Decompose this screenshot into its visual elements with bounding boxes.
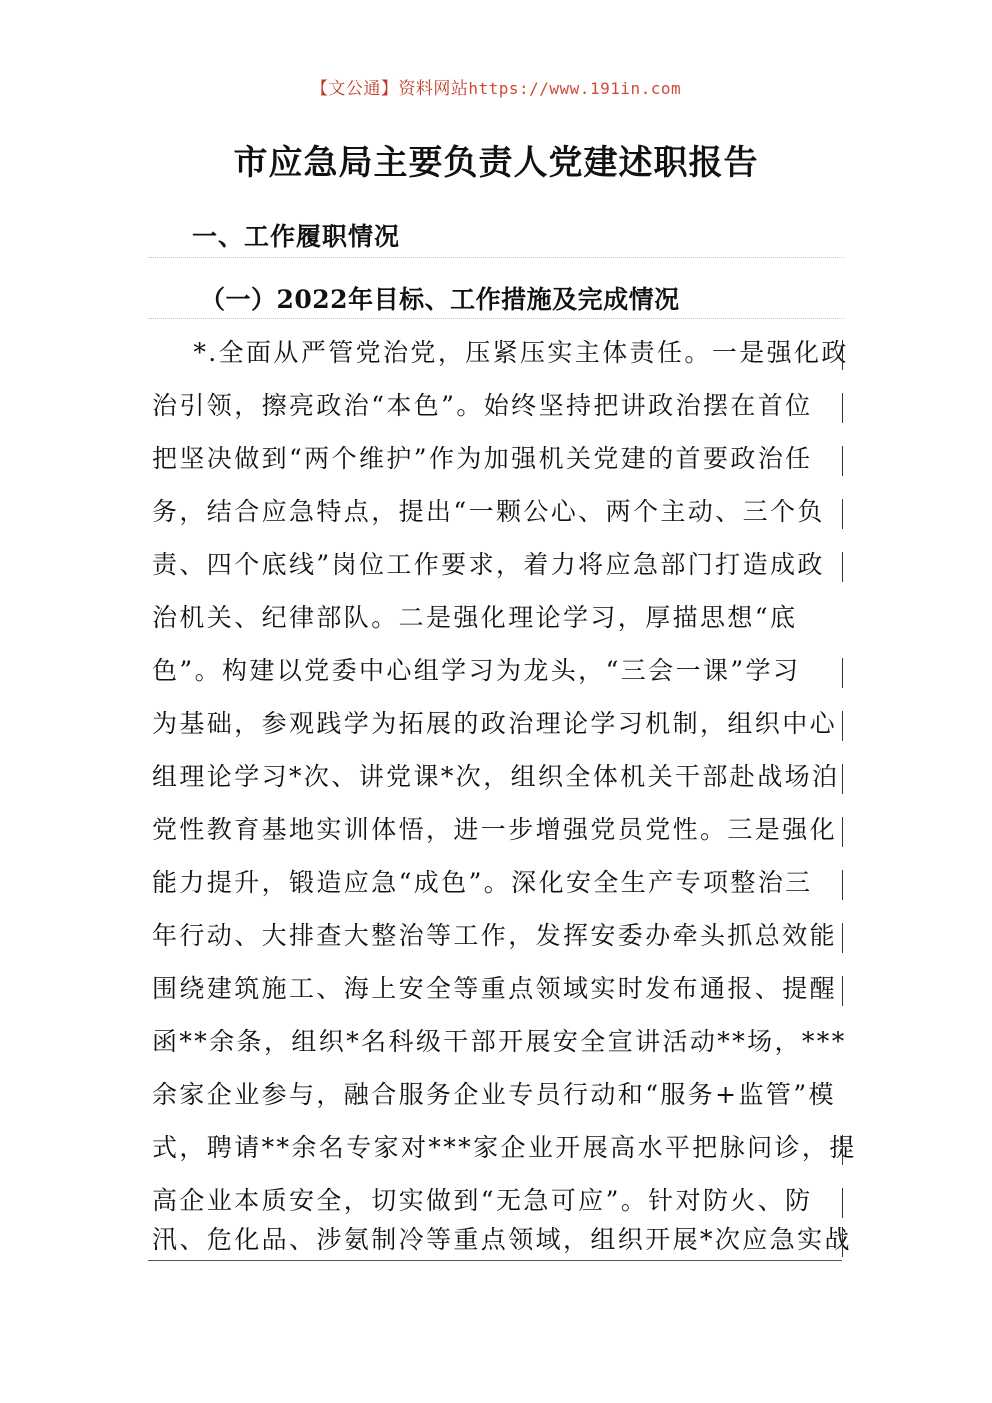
bottom-rule [148,1260,842,1261]
margin-mark [842,1188,843,1218]
body-line: *.全面从严管党治党，压紧压实主体责任。一是强化政 [152,338,849,367]
margin-mark [842,1135,843,1165]
section-heading: 一、工作履职情况 [192,222,401,251]
section-guide-line [148,257,844,258]
margin-mark [842,658,843,688]
body-line: 组理论学习*次、讲党课*次，组织全体机关干部赴战场泊 [152,762,840,791]
margin-mark [842,552,843,582]
margin-mark [842,393,843,423]
body-line: 把坚决做到“两个维护”作为加强机关党建的首要政治任 [152,444,813,473]
body-line: 治机关、纪律部队。二是强化理论学习，厚描思想“底 [152,603,798,632]
subsection-guide-line [148,318,844,319]
margin-mark [842,976,843,1006]
body-line: 式，聘请**余名专家对***家企业开展高水平把脉问诊，提 [152,1133,857,1162]
margin-mark [842,817,843,847]
margin-mark [842,870,843,900]
body-line: 为基础，参观践学为拓展的政治理论学习机制，组织中心 [152,709,838,738]
body-line: 责、四个底线”岗位工作要求，着力将应急部门打造成政 [152,550,825,579]
document-title: 市应急局主要负责人党建述职报告 [233,143,759,183]
watermark-site-label: 资料网站 [398,79,469,99]
margin-mark [842,923,843,953]
site-watermark [0,74,992,99]
margin-mark [842,764,843,794]
body-line: 汛、危化品、涉氨制冷等重点领域，组织开展*次应急实战 [152,1225,852,1254]
body-line: 色”。构建以党委中心组学习为龙头，“三会一课”学习 [152,656,801,685]
body-line: 年行动、大排查大整治等工作，发挥安委办牵头抓总效能 [152,921,838,950]
margin-mark [842,711,843,741]
body-line: 余家企业参与，融合服务企业专员行动和“服务+监管”模 [152,1080,836,1109]
margin-mark [842,1227,843,1257]
margin-mark [842,446,843,476]
body-line: 党性教育基地实训体悟，进一步增强党员党性。三是强化 [152,815,838,844]
body-line: 能力提升，锻造应急“成色”。深化安全生产专项整治三 [152,868,813,897]
body-line: 函**余条，组织*名科级干部开展安全宣讲活动**场，*** [152,1027,847,1056]
body-line: 围绕建筑施工、海上安全等重点领域实时发布通报、提醒 [152,974,838,1003]
body-line: 高企业本质安全，切实做到“无急可应”。针对防火、防 [152,1186,813,1215]
margin-mark [842,340,843,370]
margin-mark [842,499,843,529]
body-line: 治引领，擦亮政治“本色”。始终坚持把讲政治摆在首位 [152,391,813,420]
watermark-brand: 【文公通】 [310,79,399,99]
body-line: 务，结合应急特点，提出“一颗公心、两个主动、三个负 [152,497,825,526]
subsection-heading: （一）2022年目标、工作措施及完成情况 [200,285,680,314]
watermark-url-link[interactable]: https://www.191in.com [468,79,682,98]
